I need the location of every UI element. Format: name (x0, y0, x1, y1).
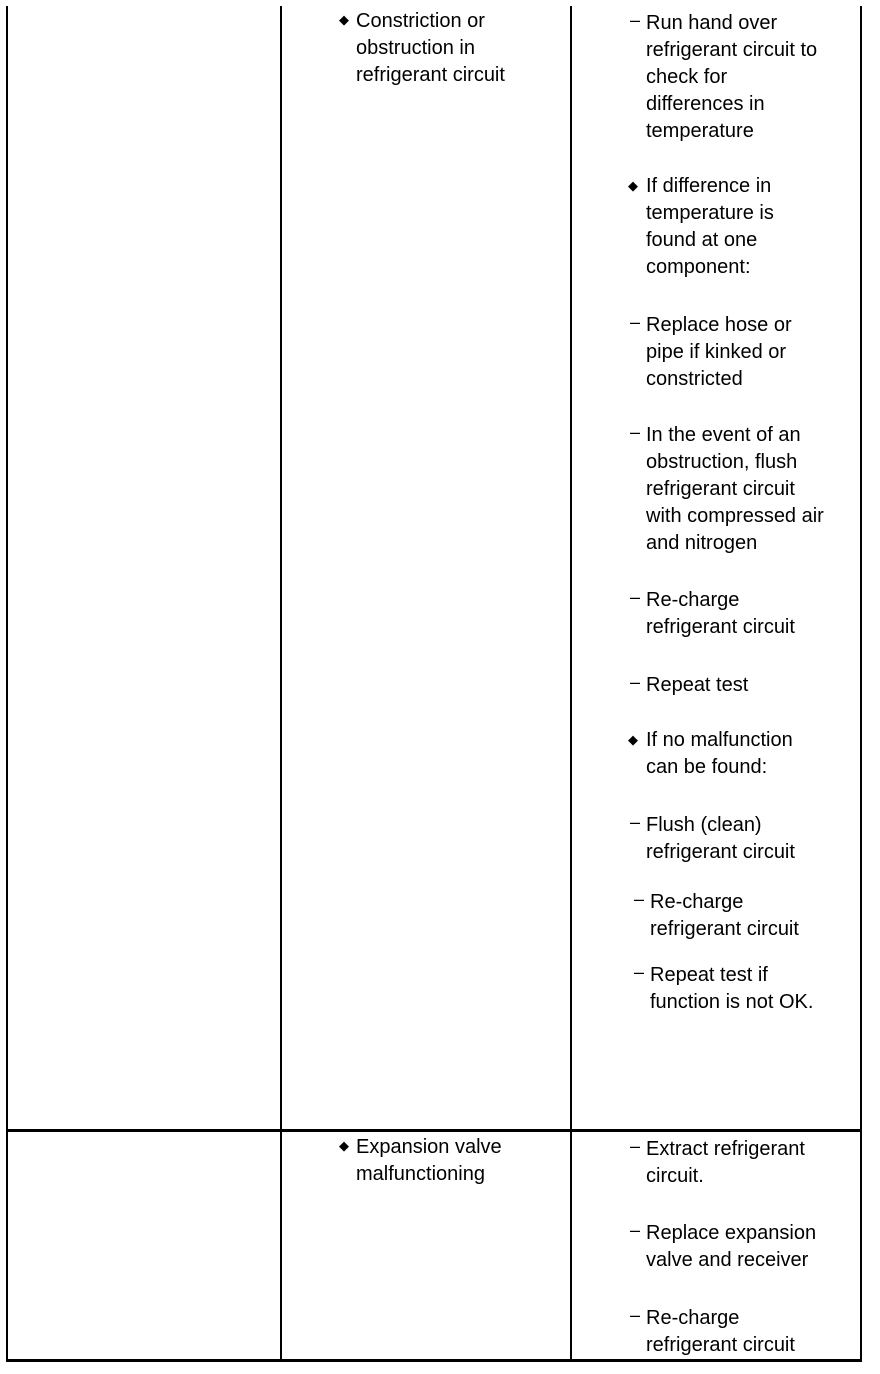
remedy-item: – Replace hose or pipe if kinked or constricted (646, 312, 866, 393)
remedy-item: – Flush (clean) refrigerant circuit (646, 812, 866, 866)
dash-icon: – (634, 962, 645, 982)
diamond-bullet-icon: ◆ (339, 12, 349, 27)
dash-icon: – (630, 812, 641, 832)
dash-icon: – (630, 1136, 641, 1156)
dash-icon: – (630, 312, 641, 332)
remedy-item: – Replace expansion valve and receiver (646, 1220, 866, 1274)
dash-icon: – (630, 1220, 641, 1240)
diamond-bullet-icon: ◆ (628, 732, 638, 747)
row-divider (6, 1129, 862, 1132)
diamond-bullet-icon: ◆ (339, 1138, 349, 1153)
remedy-item: – Re-charge refrigerant circuit (646, 1305, 866, 1359)
remedy-item: – Repeat test if function is not OK. (650, 962, 870, 1016)
column-divider-1 (280, 6, 282, 1362)
diamond-bullet-icon: ◆ (628, 178, 638, 193)
remedy-item: – Re-charge refrigerant circuit (646, 587, 866, 641)
remedy-item: – Run hand over refrigerant circuit to check for differences in temperature (646, 10, 866, 145)
dash-icon: – (630, 587, 641, 607)
cause-text: Constriction or obstruction in refrigerant circuit (356, 10, 505, 86)
remedy-item: ◆ If no malfunction can be found: (646, 727, 866, 781)
table-bottom-border (6, 1359, 862, 1362)
cause-cell (339, 1134, 561, 1188)
remedy-item: – Extract refrigerant circuit. (646, 1136, 866, 1190)
dash-icon: – (630, 10, 641, 30)
dash-icon: – (630, 422, 641, 442)
remedy-item: – Repeat test (646, 672, 866, 699)
dash-icon: – (634, 889, 645, 909)
remedy-item: – Re-charge refrigerant circuit (650, 889, 870, 943)
column-divider-2 (570, 6, 572, 1362)
table-left-border (6, 6, 8, 1362)
cause-cell (339, 8, 561, 89)
remedy-item: ◆ If difference in temperature is found at one component: (646, 173, 866, 281)
remedy-item: – In the event of an obstruction, flush refrigerant circuit with compressed air and nitrogen (646, 422, 866, 557)
dash-icon: – (630, 1305, 641, 1325)
dash-icon: – (630, 672, 641, 692)
cause-text: Expansion valve malfunctioning (356, 1136, 502, 1185)
